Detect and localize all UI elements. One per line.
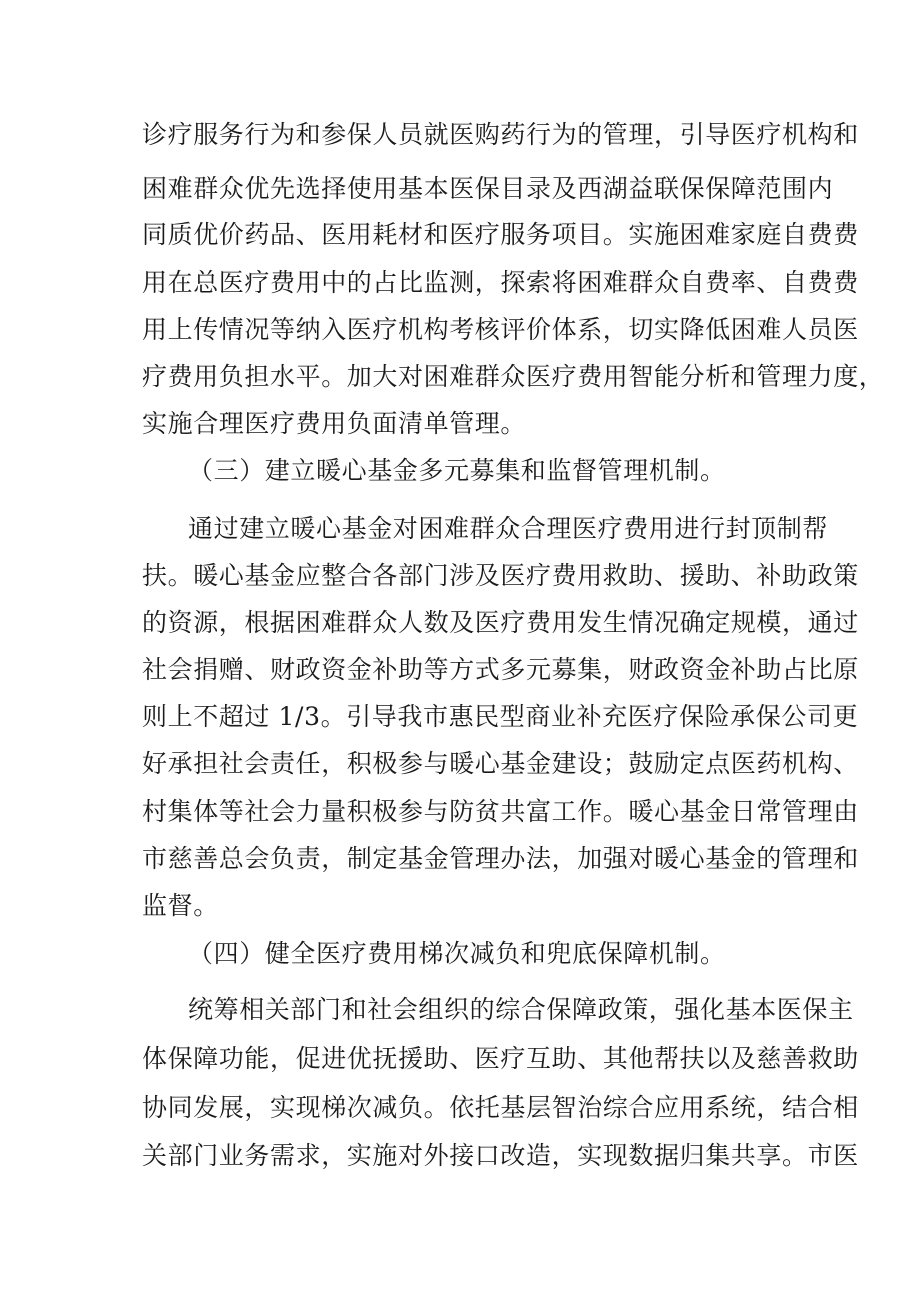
text-line: 疗费用负担水平。加大对困难群众医疗费用智能分析和管理力度， bbox=[142, 362, 885, 391]
text-line: 社会捐赠、财政资金补助等方式多元募集，财政资金补助占比原 bbox=[142, 655, 859, 684]
text-line: 则上不超过 1/3。引导我市惠民型商业补充医疗保险承保公司更 bbox=[142, 702, 859, 731]
text-line: 协同发展，实现梯次减负。依托基层智治综合应用系统，结合相 bbox=[142, 1093, 859, 1122]
section-heading-3: （三）建立暖心基金多元募集和监督管理机制。 bbox=[188, 456, 726, 485]
text-line: 诊疗服务行为和参保人员就医购药行为的管理，引导医疗机构和 bbox=[142, 120, 859, 149]
text-line: 村集体等社会力量积极参与防贫共富工作。暖心基金日常管理由 bbox=[142, 797, 859, 826]
text-line: 的资源，根据困难群众人数及医疗费用发生情况确定规模，通过 bbox=[142, 608, 859, 637]
text-line: 扶。暖心基金应整合各部门涉及医疗费用救助、援助、补助政策 bbox=[142, 561, 859, 590]
text-line: 实施合理医疗费用负面清单管理。 bbox=[142, 409, 527, 438]
text-line: 统筹相关部门和社会组织的综合保障政策，强化基本医保主 bbox=[188, 995, 854, 1024]
text-line: 体保障功能，促进优抚援助、医疗互助、其他帮扶以及慈善救助 bbox=[142, 1044, 859, 1073]
text-line: 通过建立暖心基金对困难群众合理医疗费用进行封顶制帮 bbox=[188, 514, 829, 543]
text-line: 同质优价药品、医用耗材和医疗服务项目。实施困难家庭自费费 bbox=[142, 220, 859, 249]
text-line: 用上传情况等纳入医疗机构考核评价体系，切实降低困难人员医 bbox=[142, 315, 859, 344]
section-heading-4: （四）健全医疗费用梯次减负和兜底保障机制。 bbox=[188, 939, 726, 968]
text-line: 好承担社会责任，积极参与暖心基金建设；鼓励定点医药机构、 bbox=[142, 749, 859, 778]
text-line: 市慈善总会负责，制定基金管理办法，加强对暖心基金的管理和 bbox=[142, 844, 859, 873]
text-line: 监督。 bbox=[142, 891, 219, 920]
text-line: 关部门业务需求，实施对外接口改造，实现数据归集共享。市医 bbox=[142, 1141, 859, 1170]
text-line: 困难群众优先选择使用基本医保目录及西湖益联保保障范围内 bbox=[142, 174, 834, 203]
text-line: 用在总医疗费用中的占比监测，探索将困难群众自费率、自费费 bbox=[142, 268, 859, 297]
